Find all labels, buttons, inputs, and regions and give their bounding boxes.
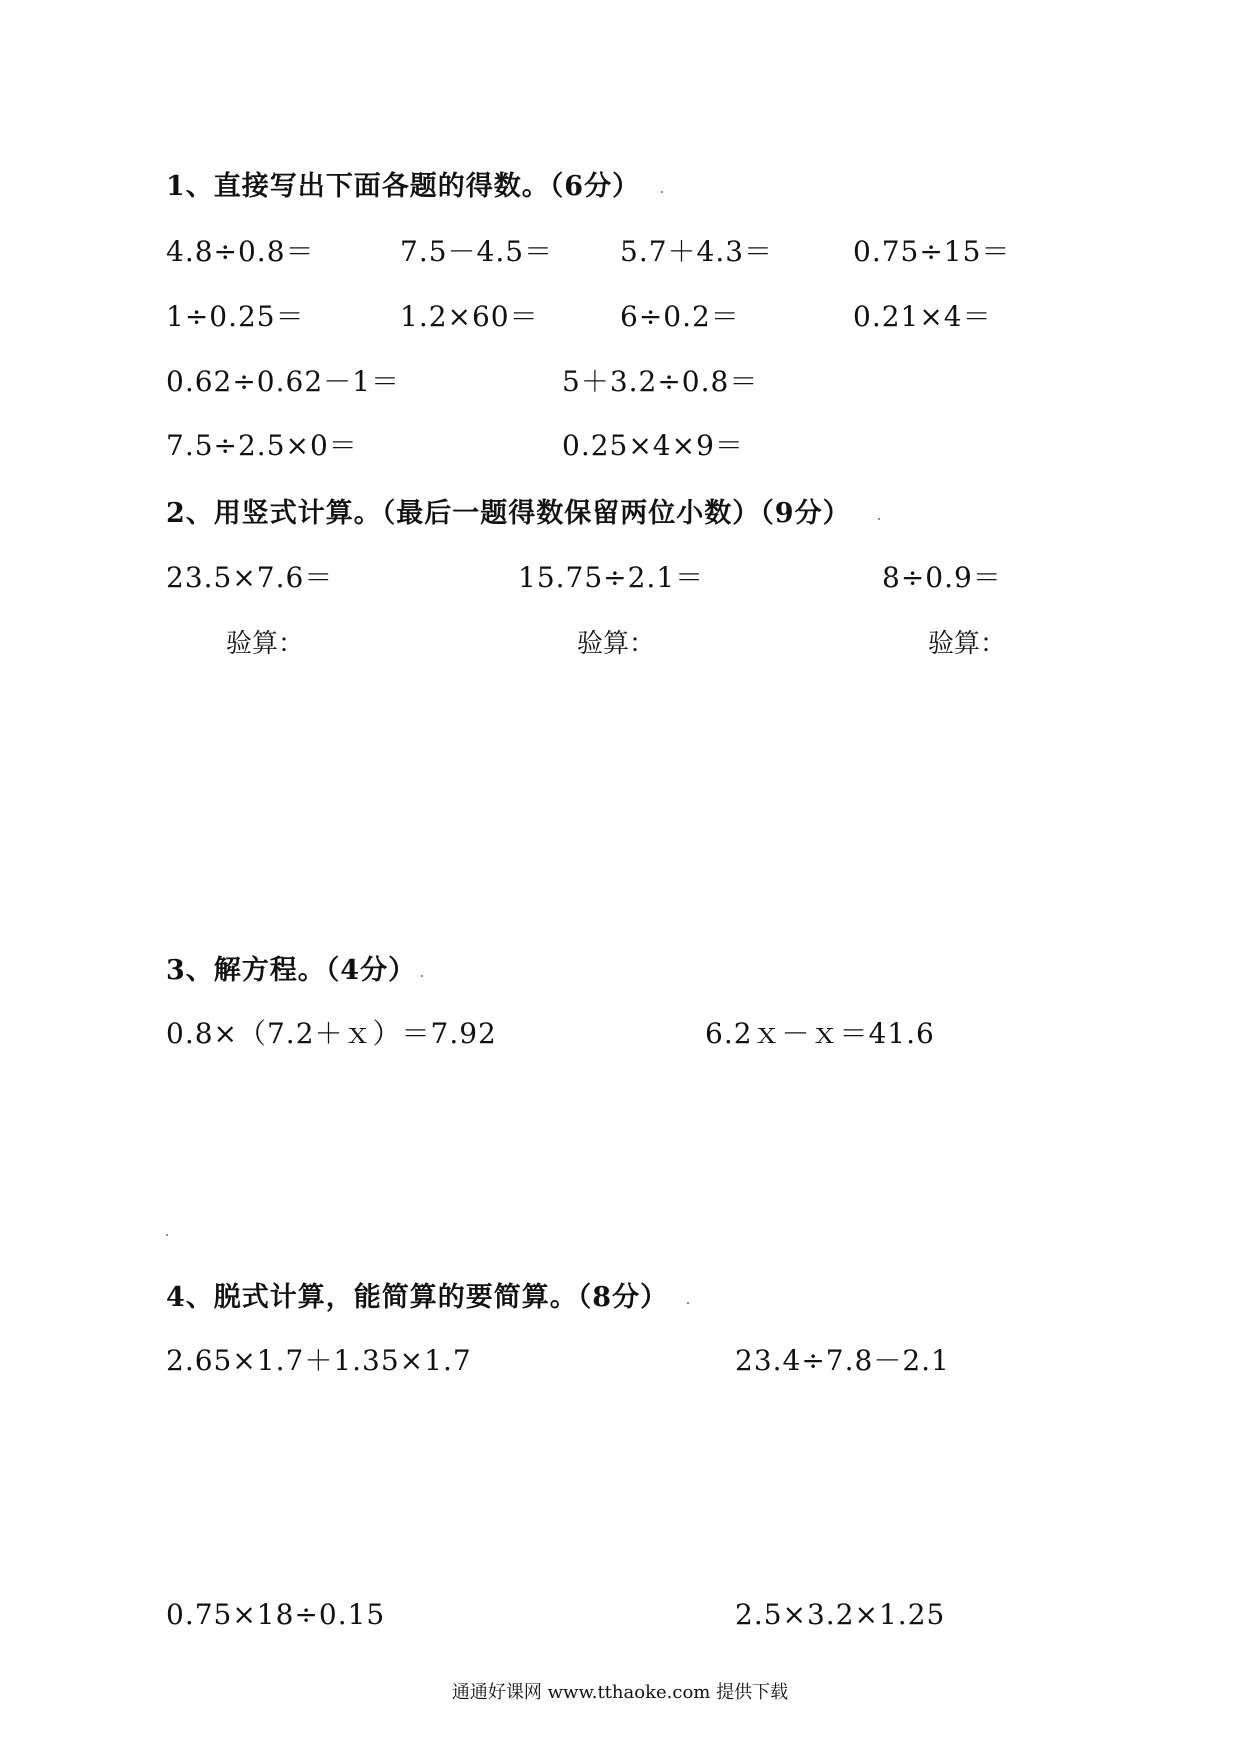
- mental-math-item: 7.5－4.5＝: [400, 235, 554, 268]
- vertical-calc-problem: 23.5×7.6＝: [166, 561, 334, 594]
- footer-source-text: 通通好课网 www.tthaoke.com 提供下载: [451, 1682, 789, 1703]
- mental-math-item: 5＋3.2÷0.8＝: [562, 365, 759, 398]
- mental-math-item: 7.5÷2.5×0＝: [166, 429, 358, 462]
- mental-math-item: 0.25×4×9＝: [562, 429, 744, 462]
- mental-math-item: 0.21×4＝: [853, 300, 992, 333]
- stray-dot: [166, 1234, 168, 1236]
- check-label: 验算：: [226, 629, 305, 659]
- equation: 0.8×（7.2＋ｘ）＝7.92: [166, 1017, 497, 1050]
- equation: 6.2ｘ－ｘ＝41.6: [705, 1017, 935, 1050]
- mental-math-item: 5.7＋4.3＝: [620, 235, 774, 268]
- section-3-heading: 3、解方程。（4分）: [166, 955, 417, 986]
- mental-math-item: 0.75÷15＝: [853, 235, 1011, 268]
- stray-dot: [878, 518, 880, 520]
- step-calc-problem: 23.4÷7.8－2.1: [735, 1344, 950, 1377]
- check-label: 验算：: [928, 629, 1007, 659]
- step-calc-problem: 0.75×18÷0.15: [166, 1598, 386, 1631]
- mental-math-item: 1÷0.25＝: [166, 300, 305, 333]
- check-label: 验算：: [577, 629, 656, 659]
- vertical-calc-problem: 8÷0.9＝: [882, 561, 1002, 594]
- section-4-heading: 4、脱式计算，能简算的要简算。（8分）: [166, 1282, 669, 1313]
- mental-math-item: 4.8÷0.8＝: [166, 235, 315, 268]
- section-2-heading: 2、用竖式计算。（最后一题得数保留两位小数）（9分）: [166, 498, 851, 529]
- stray-dot: [687, 1302, 689, 1304]
- stray-dot: [421, 975, 423, 977]
- stray-dot: [661, 191, 663, 193]
- step-calc-problem: 2.65×1.7＋1.35×1.7: [166, 1344, 472, 1377]
- mental-math-item: 1.2×60＝: [400, 300, 539, 333]
- mental-math-item: 0.62÷0.62－1＝: [166, 365, 400, 398]
- section-1-heading: 1、直接写出下面各题的得数。（6分）: [166, 171, 641, 202]
- step-calc-problem: 2.5×3.2×1.25: [735, 1598, 946, 1631]
- vertical-calc-problem: 15.75÷2.1＝: [518, 561, 705, 594]
- mental-math-item: 6÷0.2＝: [620, 300, 740, 333]
